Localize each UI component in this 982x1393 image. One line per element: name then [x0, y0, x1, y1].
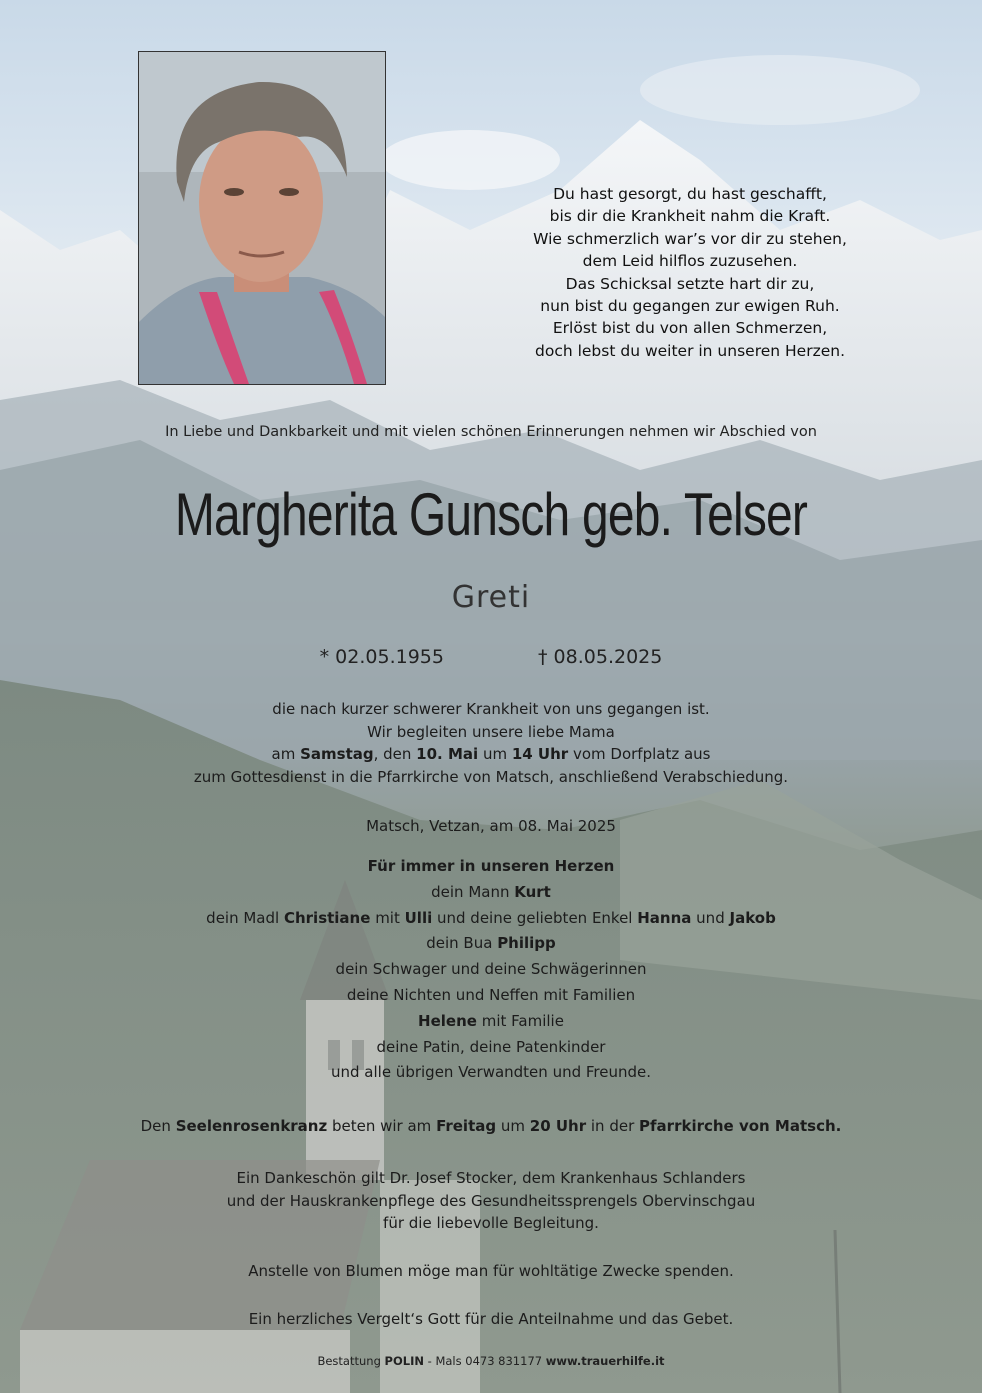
poem-line: Wie schmerzlich war’s vor dir zu stehen,: [533, 229, 847, 248]
poem: [470, 183, 910, 362]
website-link[interactable]: www.trauerhilfe.it: [545, 1354, 665, 1368]
nickname: Greti: [451, 580, 531, 615]
poem-line: Das Schicksal setzte hart dir zu,: [565, 274, 815, 293]
place-date: Matsch, Vetzan, am 08. Mai 2025: [366, 817, 616, 835]
family-line: dein Mann Kurt: [431, 882, 551, 901]
family-line: Helene mit Familie: [418, 1011, 564, 1030]
family-line: dein Schwager und deine Schwägerinnen: [335, 960, 647, 979]
portrait-image: [139, 52, 385, 384]
funeral-home-footer: Bestattung POLIN - Mals 0473 831177 www.trauerhilfe.it: [317, 1354, 665, 1368]
gratitude-text: Ein herzliches Vergelt‘s Gott für die Anteilnahme und das Gebet.: [248, 1310, 734, 1328]
poem-line: dem Leid hilflos zuzusehen.: [582, 252, 798, 271]
thanks-text: [0, 1167, 982, 1235]
poem-line: Erlöst bist du von allen Schmerzen,: [552, 319, 828, 338]
death-date: † 08.05.2025: [538, 646, 663, 668]
family-line: dein Bua Philipp: [426, 934, 556, 953]
poem-line: nun bist du gegangen zur ewigen Ruh.: [540, 297, 840, 316]
family-list: [0, 854, 982, 1086]
flowers-notice: Anstelle von Blumen möge man für wohltätige Zwecke spenden.: [248, 1262, 734, 1280]
family-heading: Für immer in unseren Herzen: [367, 857, 615, 875]
announcement-line: die nach kurzer schwerer Krankheit von uns gegangen ist.: [272, 700, 710, 718]
thanks-line: und der Hauskrankenpflege des Gesundheitssprengels Obervinschgau: [226, 1191, 756, 1210]
poem-line: bis dir die Krankheit nahm die Kraft.: [549, 207, 831, 226]
poem-line: Du hast gesorgt, du hast geschafft,: [553, 185, 827, 203]
family-line: deine Patin, deine Patenkinder: [376, 1037, 606, 1056]
deceased-name: Margherita Gunsch geb. Telser: [174, 481, 808, 548]
family-line: und alle übrigen Verwandten und Freunde.: [330, 1063, 652, 1082]
announcement-line: zum Gottesdienst in die Pfarrkirche von Matsch, anschließend Verabschiedung.: [193, 767, 789, 786]
thanks-line: Ein Dankeschön gilt Dr. Josef Stocker, dem Krankenhaus Schlanders: [236, 1169, 746, 1187]
announcement-line: am Samstag, den 10. Mai um 14 Uhr vom Dorfplatz aus: [271, 745, 711, 763]
life-dates: [0, 646, 982, 668]
family-line: deine Nichten und Neffen mit Familien: [346, 985, 636, 1004]
thanks-line: für die liebevolle Begleitung.: [383, 1214, 599, 1232]
portrait-photo: [138, 51, 386, 385]
funeral-announcement: [0, 698, 982, 788]
family-line: dein Madl Christiane mit Ulli und deine geliebten Enkel Hanna und Jakob: [206, 908, 776, 927]
announcement-line: Wir begleiten unsere liebe Mama: [367, 722, 615, 741]
rosary-notice: Den Seelenrosenkranz beten wir am Freitag um 20 Uhr in der Pfarrkirche von Matsch.: [140, 1117, 842, 1135]
intro-text: In Liebe und Dankbarkeit und mit vielen schönen Erinnerungen nehmen wir Abschied von: [165, 424, 817, 440]
birth-date: * 02.05.1955: [319, 646, 444, 668]
poem-line: doch lebst du weiter in unseren Herzen.: [535, 341, 845, 360]
